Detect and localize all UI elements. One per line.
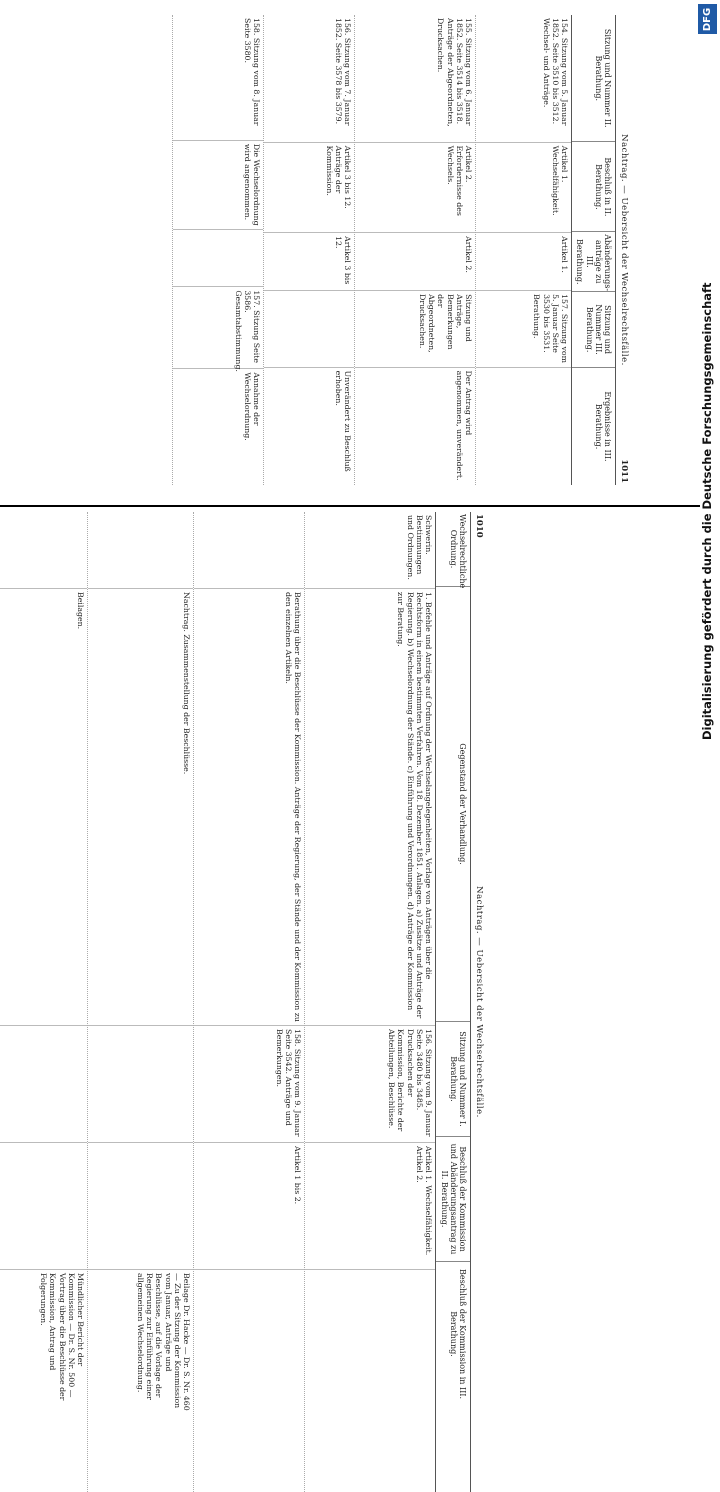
table-cell: Annahme der Wechselordnung.: [242, 372, 262, 441]
table-cell: 158. Sitzung vom 9. Januar Seite 3542. Anträge und Bemerkungen.: [194, 1026, 304, 1143]
table-cell: [0, 1143, 87, 1270]
table-cell: [0, 1026, 87, 1143]
table-cell: 156. Sitzung vom 7. Januar 1852. Seite 3578 bis 3579.: [264, 15, 354, 143]
table-cell: Artikel 1. Wechselfähigkeit. Artikel 2.: [305, 1143, 435, 1270]
page-divider: [0, 505, 700, 507]
table-cell: [476, 368, 571, 485]
table-row: [87, 512, 193, 1492]
table-cell: Berathung über die Beschlüsse der Kommission. Anträge der Regierung, der Stände und der Kommission zu den einzelnen Artikeln.: [194, 589, 304, 1026]
table-cell: [194, 1270, 304, 1416]
table-cell: [305, 1270, 435, 1416]
left-table-body: [0, 512, 435, 1492]
right-page-title: Nachtrag. — Uebersicht der Wechselrechtsfälle.: [619, 134, 629, 366]
table-cell: Artikel 1 bis 2.: [194, 1143, 304, 1270]
table-cell: Artikel 3 bis 12.: [264, 233, 354, 291]
table-cell: Die Wechselordnung wird angenommen.: [173, 141, 263, 230]
left-column-headers: [435, 512, 470, 1492]
table-cell: Sitzung und Anträge, Bemerkungen der Abgeordneten, Drucksachen.: [355, 291, 475, 368]
left-col-header-5: Beschluß der Kommission in III. Berathung.: [448, 1268, 467, 1400]
left-page-number: 1010: [474, 514, 484, 538]
table-cell: Artikel 2.: [355, 233, 475, 291]
right-col-header-4: Sitzung und Nummer III. Berathung.: [572, 292, 615, 368]
table-cell: [88, 512, 193, 589]
dfg-strip: [695, 0, 720, 1000]
table-row: [354, 15, 475, 485]
table-cell: Artikel 1. Wechselfähigkeit.: [476, 143, 571, 233]
table-row: [0, 512, 87, 1492]
table-cell: Artikel 2. Erfordernisse des Wechsels.: [355, 143, 475, 233]
right-col-header-2: Beschluß in II. Berathung.: [572, 142, 615, 232]
left-col-header-1: Wechselrechtliche Ordnung.: [436, 512, 470, 587]
table-cell: 154. Sitzung vom 5. Januar 1852. Seite 3510 bis 3512. Wechsel- und Anträge.: [476, 15, 571, 143]
table-cell: Artikel 1.: [476, 233, 571, 291]
table-cell: Der Antrag wird angenommen, unverändert.: [454, 370, 474, 481]
table-cell: 155. Sitzung vom 6. Januar 1852. Seite 3514 bis 3518. Anträge der Abgeordneten, Drucksachen.: [355, 15, 475, 143]
table-cell: 1. Befehle und Anträge auf Ordnung der Wechselangelegenheiten, Vorlage von Anträgen über die Rechtsform in einem bestimmten Verfahren. Vom 18. Dezember 1851. Anlagen. a) Zusätze und Anträge der Regierung. b) Wechselordnung der Stände. c) Einführung und Verordnungen. d) Anträge der Kommission zur Beratung.: [305, 589, 435, 1026]
left-page-title: Nachtrag. — Uebersicht der Wechselrechtsfälle.: [474, 886, 484, 1118]
left-col-header-2: Gegenstand der Verhandlung.: [436, 587, 470, 1022]
right-page-number: 1011: [619, 459, 629, 483]
table-cell: [88, 1026, 193, 1143]
table-cell: Unverändert zu Beschluß erhoben.: [333, 370, 353, 472]
right-page: [225, 15, 630, 485]
table-cell: Nachtrag. Zusammenstellung der Beschlüsse.: [88, 589, 193, 1026]
table-cell: 157. Sitzung Seite 3586. Gesamtabstimmung.: [173, 287, 263, 369]
table-cell: 158. Sitzung vom 8. Januar Seite 3580.: [173, 15, 263, 141]
table-row: [475, 15, 571, 485]
table-cell: [194, 512, 304, 589]
table-cell: [88, 1143, 193, 1270]
left-page: [10, 512, 485, 1492]
table-row: [263, 15, 354, 485]
right-table-body: [172, 15, 571, 485]
dfg-attribution-text: Digitalisierung gefördert durch die Deutsche Forschungsgemeinschaft: [700, 282, 714, 740]
right-column-headers: [571, 15, 615, 485]
table-row: [304, 512, 435, 1492]
table-cell: 157. Sitzung vom 5. Januar Seite 3530 bis 3531. Berathung.: [476, 291, 571, 368]
dfg-logo: [698, 4, 717, 34]
right-page-header: [615, 15, 630, 485]
table-cell: [0, 512, 87, 589]
table-cell: Artikel 3 bis 12. Anträge der Kommission.: [264, 143, 354, 233]
table-row: [172, 15, 263, 485]
right-col-header-1: Sitzung und Nummer II. Berathung.: [572, 15, 615, 142]
table-row: [193, 512, 304, 1492]
table-cell: [173, 230, 263, 287]
right-col-header-3: Abänderungs-anträge zu III. Berathung.: [572, 232, 615, 292]
table-cell: Beilagen.: [0, 589, 87, 1026]
table-cell: Beilage Dr. Hacke — Dr. S. Nr. 460 — Zu der Sitzung der Kommission vom Januar, Anträge und Beschlüsse, auf die Vorlage der Regierung zur Einführung einer allgemeinen Wechselordnung.: [135, 1273, 192, 1411]
left-page-header: [470, 512, 485, 1492]
dfg-logo-text: DFG: [702, 7, 713, 31]
right-col-header-5: Ergebnisse in III. Berathung.: [593, 391, 612, 462]
table-cell: [264, 291, 354, 368]
left-col-header-3: Sitzung und Nummer I. Berathung.: [436, 1022, 470, 1137]
table-cell: Schwerin. Bestimmungen und Ordnungen.: [305, 512, 435, 589]
left-col-header-4: Beschluß der Kommission und Abänderungsantrag zu II. Berathung.: [436, 1137, 470, 1262]
table-cell: Mündlicher Bericht der Kommission — Dr. S. Nr. 500 — Vortrag über die Beschlüsse der Kommission, Antrag und Folgerungen.: [39, 1273, 86, 1401]
table-cell: 156. Sitzung vom 9. Januar Seite 3480 bis 3485. Drucksachen der Kommission, Berichte der Abteilungen, Beschlüsse.: [305, 1026, 435, 1143]
